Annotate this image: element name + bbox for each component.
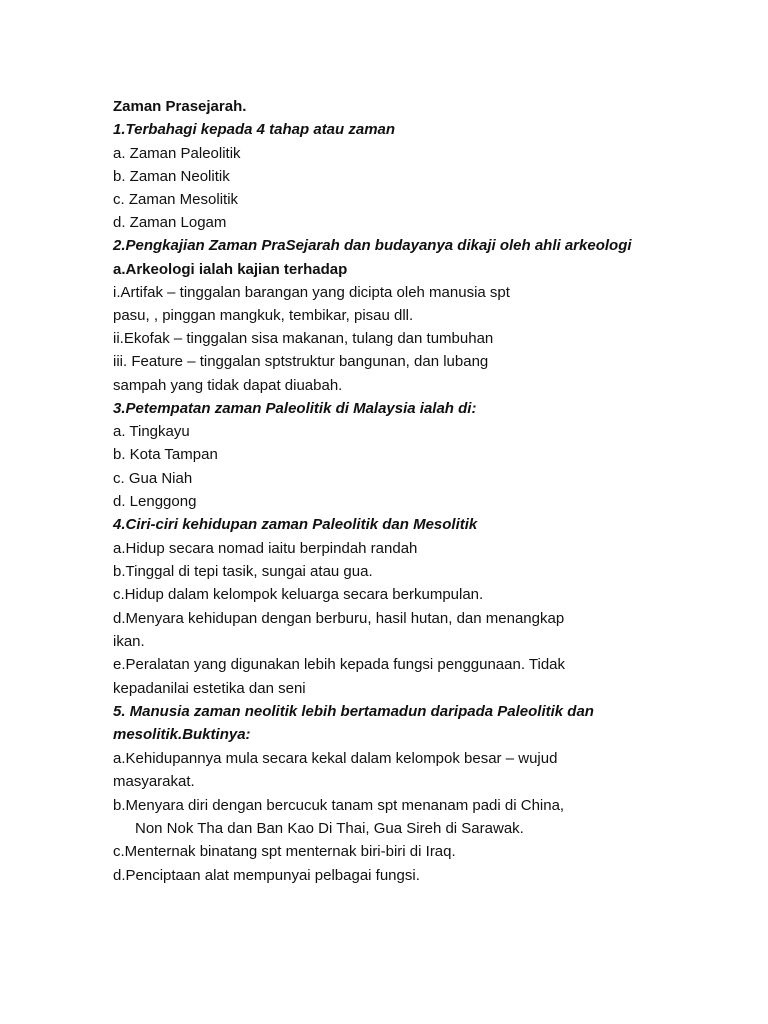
sub-heading: a.Arkeologi ialah kajian terhadap [113,261,348,278]
list-item: c.Menternak binatang spt menternak biri-biri di Iraq. [113,843,456,860]
list-item: b.Tinggal di tepi tasik, sungai atau gua. [113,563,373,580]
section-heading-2: 2.Pengkajian Zaman PraSejarah dan budayanya dikaji oleh ahli arkeologi [113,237,632,254]
text-line: masyarakat. [113,773,195,790]
list-item: a.Kehidupannya mula secara kekal dalam kelompok besar – wujud [113,750,558,767]
list-item: d.Penciptaan alat mempunyai pelbagai fungsi. [113,867,420,884]
text-line: pasu, , pinggan mangkuk, tembikar, pisau dll. [113,307,414,324]
section-heading-5: 5. Manusia zaman neolitik lebih bertamadun daripada Paleolitik dan [113,703,594,720]
text-line: ii.Ekofak – tinggalan sisa makanan, tulang dan tumbuhan [113,330,494,347]
text-line: Non Nok Tha dan Ban Kao Di Thai, Gua Sireh di Sarawak. [135,820,524,837]
list-item: d.Menyara kehidupan dengan berburu, hasil hutan, dan menangkap [113,610,565,627]
list-item: b.Menyara diri dengan bercucuk tanam spt menanam padi di China, [113,797,565,814]
list-item: c.Hidup dalam kelompok keluarga secara berkumpulan. [113,586,484,603]
text-line: kepadanilai estetika dan seni [113,680,306,697]
text-line: sampah yang tidak dapat diuabah. [113,377,343,394]
text-line: iii. Feature – tinggalan sptstruktur bangunan, dan lubang [113,353,489,370]
section-heading-5-cont: mesolitik.Buktinya: [113,726,251,743]
section-heading-4: 4.Ciri-ciri kehidupan zaman Paleolitik dan Mesolitik [113,516,478,533]
list-item: d. Lenggong [113,493,197,510]
list-item: e.Peralatan yang digunakan lebih kepada fungsi penggunaan. Tidak [113,656,566,673]
list-item: a.Hidup secara nomad iaitu berpindah randah [113,540,418,557]
list-item: a. Zaman Paleolitik [113,145,241,162]
list-item: c. Gua Niah [113,470,193,487]
list-item: d. Zaman Logam [113,214,227,231]
list-item: a. Tingkayu [113,423,190,440]
section-heading-3: 3.Petempatan zaman Paleolitik di Malaysia ialah di: [113,400,477,417]
text-line: ikan. [113,633,145,650]
section-heading-1: 1.Terbahagi kepada 4 tahap atau zaman [113,121,396,138]
list-item: c. Zaman Mesolitik [113,191,239,208]
text-line: i.Artifak – tinggalan barangan yang dicipta oleh manusia spt [113,284,510,301]
list-item: b. Zaman Neolitik [113,168,230,185]
list-item: b. Kota Tampan [113,446,218,463]
document-title: Zaman Prasejarah. [113,98,247,115]
